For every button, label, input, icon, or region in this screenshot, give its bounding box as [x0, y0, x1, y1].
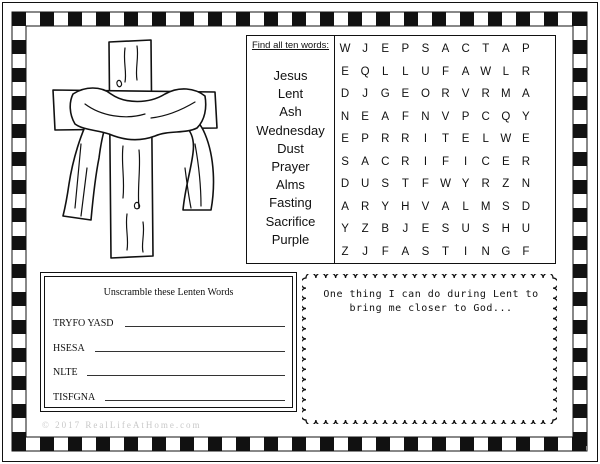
grid-letter[interactable]: C: [461, 43, 470, 56]
grid-row: [335, 61, 536, 84]
grid-letter[interactable]: V: [421, 200, 430, 213]
grid-letter[interactable]: A: [441, 200, 450, 213]
word-list-header: Find all ten words:: [251, 40, 330, 51]
grid-row: [335, 196, 536, 219]
grid-letter[interactable]: J: [362, 245, 369, 258]
grid-row: [335, 106, 536, 129]
grid-letter[interactable]: Y: [381, 200, 390, 213]
grid-letter[interactable]: R: [521, 65, 531, 78]
answer-line[interactable]: [87, 375, 285, 376]
grid-letter[interactable]: G: [380, 88, 390, 101]
grid-row: [335, 83, 536, 106]
grid-letter[interactable]: Y: [341, 223, 349, 236]
unscramble-row: [53, 389, 285, 403]
grid-letter[interactable]: A: [341, 200, 349, 213]
unscramble-box: [40, 272, 297, 412]
grid-letter[interactable]: I: [423, 155, 428, 168]
grid-letter[interactable]: Y: [461, 178, 470, 191]
reflection-note-box: [302, 274, 557, 424]
grid-row: [335, 128, 536, 151]
grid-letter[interactable]: L: [382, 65, 389, 78]
grid-letter[interactable]: E: [501, 155, 510, 168]
grid-letter[interactable]: Y: [522, 110, 530, 123]
word-list-panel: [246, 35, 335, 264]
grid-letter[interactable]: Q: [501, 110, 511, 123]
grid-letter[interactable]: S: [421, 245, 430, 258]
grid-letter[interactable]: M: [480, 200, 491, 213]
cross-illustration: [45, 38, 235, 260]
unscramble-row: [53, 315, 285, 329]
grid-letter[interactable]: S: [501, 200, 510, 213]
word-list-item: Alms: [276, 177, 305, 193]
scrambled-word: HSESA: [53, 343, 85, 354]
word-list-item: Purple: [271, 231, 310, 247]
grid-letter[interactable]: S: [441, 223, 450, 236]
grid-letter[interactable]: F: [522, 245, 530, 258]
grid-letter[interactable]: A: [522, 88, 530, 101]
word-list-item: Jesus: [273, 68, 308, 83]
grid-letter[interactable]: F: [381, 245, 389, 258]
grid-row: [335, 241, 536, 264]
grid-letter[interactable]: M: [501, 88, 511, 101]
grid-letter[interactable]: A: [401, 245, 410, 258]
grid-letter[interactable]: A: [361, 155, 369, 168]
grid-letter[interactable]: P: [361, 133, 369, 146]
word-list-item: Lent: [277, 86, 304, 102]
grid-letter[interactable]: W: [500, 133, 512, 146]
grid-letter[interactable]: D: [340, 88, 350, 101]
grid-letter[interactable]: C: [481, 155, 490, 168]
grid-letter[interactable]: H: [401, 200, 410, 213]
word-list-item: Prayer: [271, 158, 310, 174]
scrambled-word: NLTE: [53, 367, 78, 378]
grid-letter[interactable]: I: [464, 245, 468, 258]
grid-letter[interactable]: C: [381, 155, 390, 168]
grid-letter[interactable]: N: [421, 110, 430, 123]
grid-letter[interactable]: H: [501, 223, 510, 236]
grid-letter[interactable]: W: [339, 43, 351, 56]
grid-letter[interactable]: U: [421, 65, 430, 78]
grid-letter[interactable]: V: [441, 110, 450, 123]
scrambled-word: TRYFO YASD: [53, 318, 114, 329]
grid-letter[interactable]: R: [401, 155, 410, 168]
grid-letter[interactable]: Z: [361, 223, 369, 236]
grid-letter[interactable]: O: [420, 88, 430, 101]
grid-letter[interactable]: J: [362, 43, 369, 56]
grid-letter[interactable]: Q: [360, 65, 370, 78]
grid-letter[interactable]: S: [341, 155, 349, 168]
grid-letter[interactable]: A: [441, 43, 450, 56]
grid-row: [335, 173, 536, 196]
unscramble-inner-frame: [44, 276, 293, 408]
grid-letter[interactable]: P: [401, 43, 410, 56]
scrambled-word: TISFGNA: [53, 392, 96, 403]
grid-letter[interactable]: N: [481, 245, 490, 258]
grid-letter[interactable]: F: [401, 110, 409, 123]
grid-letter[interactable]: U: [521, 223, 531, 236]
grid-row: [335, 38, 536, 61]
cross-icon: [45, 38, 235, 260]
grid-letter[interactable]: S: [481, 223, 490, 236]
grid-letter[interactable]: U: [360, 178, 370, 191]
word-list-item: Sacrifice: [265, 213, 316, 229]
grid-letter[interactable]: F: [442, 155, 450, 168]
grid-letter[interactable]: C: [481, 110, 490, 123]
grid-letter[interactable]: E: [341, 133, 349, 146]
grid-letter[interactable]: Z: [502, 178, 510, 191]
grid-row: [335, 218, 536, 241]
grid-letter[interactable]: R: [401, 133, 410, 146]
grid-letter[interactable]: L: [462, 200, 469, 213]
unscramble-title: Unscramble these Lenten Words: [103, 287, 234, 298]
grid-letter[interactable]: E: [341, 65, 349, 78]
grid-letter[interactable]: L: [402, 65, 409, 78]
grid-letter[interactable]: T: [442, 133, 450, 146]
grid-letter[interactable]: S: [421, 43, 430, 56]
grid-letter[interactable]: I: [423, 133, 428, 146]
grid-letter[interactable]: A: [381, 110, 390, 123]
grid-letter[interactable]: F: [442, 65, 450, 78]
word-search-grid: [335, 35, 556, 264]
copyright-text: © 2017 RealLifeAtHome.com: [42, 420, 202, 430]
grid-letter[interactable]: W: [480, 65, 492, 78]
grid-letter[interactable]: J: [362, 88, 369, 101]
grid-letter[interactable]: B: [381, 223, 390, 236]
grid-letter[interactable]: E: [421, 223, 430, 236]
grid-letter[interactable]: I: [464, 155, 468, 168]
word-list: [247, 67, 334, 249]
grid-letter[interactable]: T: [482, 43, 490, 56]
grid-letter[interactable]: T: [442, 245, 450, 258]
grid-row: [335, 151, 536, 174]
grid-letter[interactable]: D: [340, 178, 350, 191]
grid-letter[interactable]: G: [501, 245, 511, 258]
grid-letter[interactable]: R: [521, 155, 531, 168]
grid-letter[interactable]: A: [501, 43, 510, 56]
grid-letter[interactable]: L: [482, 133, 489, 146]
grid-letter[interactable]: R: [381, 133, 390, 146]
grid-letter[interactable]: N: [340, 110, 350, 123]
grid-letter[interactable]: L: [502, 65, 509, 78]
grid-letter[interactable]: S: [381, 178, 390, 191]
grid-letter[interactable]: V: [461, 88, 470, 101]
unscramble-row: [53, 364, 285, 378]
unscramble-row: [53, 340, 285, 354]
grid-letter[interactable]: E: [401, 88, 410, 101]
grid-letter[interactable]: Z: [341, 245, 349, 258]
grid-letter[interactable]: N: [521, 178, 531, 191]
word-list-item: Ash: [279, 104, 302, 120]
reflection-prompt-line: One thing I can do during Lent to: [323, 289, 539, 300]
word-list-item: Wednesday: [256, 122, 325, 138]
grid-letter[interactable]: T: [401, 178, 409, 191]
grid-letter[interactable]: R: [441, 88, 450, 101]
grid-letter[interactable]: R: [481, 88, 490, 101]
answer-line[interactable]: [95, 351, 285, 352]
answer-line[interactable]: [125, 326, 285, 327]
grid-letter[interactable]: P: [522, 43, 530, 56]
word-list-item: Fasting: [269, 195, 312, 211]
word-list-item: Dust: [277, 140, 304, 156]
answer-line[interactable]: [105, 400, 285, 401]
reflection-prompt-line: bring me closer to God...: [349, 303, 513, 314]
letter-table: [335, 38, 536, 263]
grid-letter[interactable]: U: [461, 223, 470, 236]
grid-letter[interactable]: P: [461, 110, 470, 123]
grid-letter[interactable]: R: [481, 178, 490, 191]
grid-letter[interactable]: D: [521, 200, 531, 213]
grid-letter[interactable]: A: [461, 65, 470, 78]
grid-letter[interactable]: E: [522, 133, 530, 146]
grid-letter[interactable]: W: [440, 178, 451, 191]
grid-letter[interactable]: J: [402, 223, 409, 236]
grid-letter[interactable]: E: [461, 133, 470, 146]
grid-letter[interactable]: E: [381, 43, 390, 56]
grid-letter[interactable]: F: [421, 178, 429, 191]
reflection-prompt: [316, 288, 546, 316]
grid-letter[interactable]: E: [361, 110, 369, 123]
grid-letter[interactable]: R: [360, 200, 370, 213]
